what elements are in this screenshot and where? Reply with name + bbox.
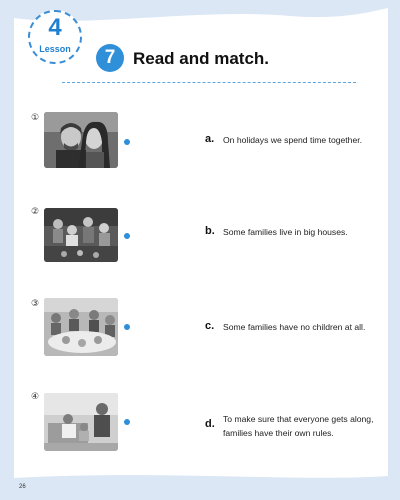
exercise-number-badge: 7 [96, 44, 124, 72]
family-gathering-photo [44, 208, 118, 262]
couple-selfie-photo [44, 112, 118, 168]
match-dot-1[interactable] [124, 139, 130, 145]
item-marker-1: ① [31, 112, 40, 122]
item-marker-2: ② [31, 206, 40, 216]
option-letter-b: b. [205, 225, 215, 237]
option-text-c: Some families have no children at all. [223, 322, 366, 332]
family-living-room-photo [44, 393, 118, 451]
option-text-b: Some families live in big houses. [223, 227, 348, 237]
match-dot-3[interactable] [124, 324, 130, 330]
lesson-label: Lesson [39, 44, 71, 54]
option-letter-a: a. [205, 133, 215, 145]
option-letter-d: d. [205, 418, 215, 430]
lesson-badge [28, 10, 82, 64]
exercise-title: Read and match. [133, 49, 270, 68]
item-marker-3: ③ [31, 298, 40, 308]
match-dot-4[interactable] [124, 419, 130, 425]
item-marker-4: ④ [31, 391, 40, 401]
option-text-a: On holidays we spend time together. [223, 135, 363, 145]
title-divider [62, 82, 356, 83]
lesson-number: 4 [48, 14, 62, 41]
option-text-d: To make sure that everyone gets along, families have their own rules. [223, 414, 374, 438]
match-dot-2[interactable] [124, 233, 130, 239]
family-dinner-photo [44, 298, 118, 356]
option-letter-c: c. [205, 320, 215, 332]
page-number: 26 [19, 484, 26, 490]
